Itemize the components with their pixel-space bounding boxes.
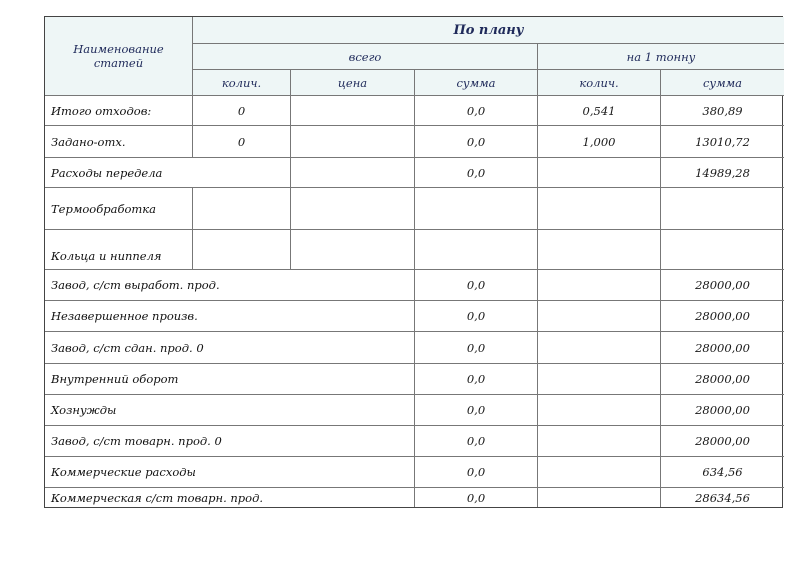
cell-sum: 0,0	[415, 457, 538, 488]
cell-sum2: 28634,56	[695, 490, 750, 505]
cell-price	[291, 188, 415, 230]
cell-qty2	[538, 364, 661, 395]
cell-qty2	[538, 488, 661, 507]
cell-sum2: 14989,28	[661, 158, 784, 188]
cell-sum2: 28000,00	[661, 426, 784, 457]
cell-sum2: 28000,00	[661, 364, 784, 395]
cell-sum2	[661, 188, 784, 230]
cell-qty2	[538, 301, 661, 332]
header-name-label: Наименование статей	[73, 42, 164, 70]
cell-qty2	[538, 188, 661, 230]
cell-sum2: 380,89	[661, 96, 784, 126]
cell-qty	[193, 188, 291, 230]
cell-sum2	[661, 230, 784, 270]
header-sum2	[661, 70, 784, 96]
header-qty	[193, 70, 291, 96]
cell-sum: 0,0	[415, 426, 538, 457]
cell-sum: 0,0	[415, 395, 538, 426]
row-label: Внутренний оборот	[45, 364, 415, 395]
cell-sum	[415, 230, 538, 270]
row-label: Кольца и ниппеля	[45, 230, 193, 270]
cell-qty2	[538, 332, 661, 364]
header-qty2-label: колич.	[579, 75, 619, 90]
cell-sum	[415, 188, 538, 230]
cell-sum2: 28000,00	[661, 332, 784, 364]
header-sum-label: сумма	[456, 75, 496, 90]
header-total-label: всего	[348, 49, 382, 64]
header-plan	[193, 17, 784, 44]
row-label: Коммерческая с/ст товарн. прод.	[45, 488, 415, 507]
cell-sum2: 28000,00	[661, 395, 784, 426]
row-label: Расходы передела	[45, 158, 291, 188]
cell-price	[291, 158, 415, 188]
header-name-column	[45, 17, 193, 96]
row-label: Завод, с/ст выработ. прод.	[45, 270, 415, 301]
header-per-ton	[538, 44, 784, 70]
header-sum	[415, 70, 538, 96]
cell-qty	[193, 230, 291, 270]
cell-sum: 0,0	[415, 301, 538, 332]
row-label: Задано-отх.	[45, 126, 193, 158]
row-label: Коммерческие расходы	[45, 457, 415, 488]
header-qty2	[538, 70, 661, 96]
header-qty-label: колич.	[221, 75, 262, 90]
header-total	[193, 44, 538, 70]
row-label: Незавершенное произв.	[45, 301, 415, 332]
row-label: Термообработка	[45, 188, 193, 230]
cell-price	[291, 96, 415, 126]
cell-sum: 0,0	[415, 364, 538, 395]
row-label: Итого отходов:	[45, 96, 193, 126]
cell-qty2	[538, 457, 661, 488]
cell-qty2	[538, 395, 661, 426]
cell-sum: 0,0	[415, 270, 538, 301]
header-sum2-label: сумма	[702, 75, 743, 90]
cell-qty: 0	[193, 126, 291, 158]
cell-qty2	[538, 270, 661, 301]
row-label: Хознужды	[45, 395, 415, 426]
header-per-ton-label: на 1 тонну	[626, 49, 696, 64]
cell-sum2: 13010,72	[661, 126, 784, 158]
cell-sum: 0,0	[415, 96, 538, 126]
cell-qty2	[538, 158, 661, 188]
cell-sum: 0,0	[415, 158, 538, 188]
cell-qty: 0	[193, 96, 291, 126]
row-label: Завод, с/ст товарн. прод. 0	[45, 426, 415, 457]
cell-price	[291, 126, 415, 158]
header-plan-label: По плану	[453, 22, 524, 38]
cell-sum: 0,0	[415, 332, 538, 364]
header-price	[291, 70, 415, 96]
cell-qty2: 1,000	[538, 126, 661, 158]
row-label: Завод, с/ст сдан. прод. 0	[45, 332, 415, 364]
cell-qty2	[538, 230, 661, 270]
cell-sum: 0,0	[415, 488, 538, 507]
cell-price	[291, 230, 415, 270]
cell-qty2: 0,541	[538, 96, 661, 126]
cell-sum2: 634,56	[661, 457, 784, 488]
cell-sum2: 28000,00	[661, 301, 784, 332]
cost-table	[44, 16, 783, 508]
cell-sum2: 28000,00	[661, 270, 784, 301]
cell-qty2	[538, 426, 661, 457]
cell-sum: 0,0	[415, 126, 538, 158]
header-price-label: цена	[337, 75, 368, 90]
